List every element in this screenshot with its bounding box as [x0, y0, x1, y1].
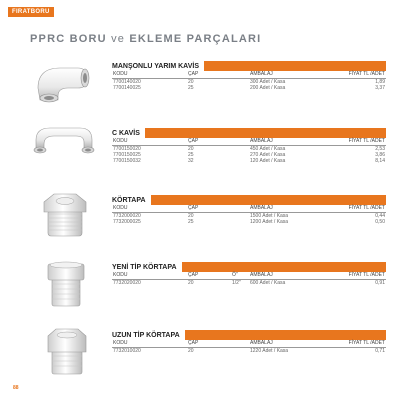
header-cap: ÇAP	[188, 272, 199, 278]
section-title: C KAVİS	[112, 128, 145, 138]
section-uzun-tip-kortapa	[112, 330, 386, 354]
header-ambalaj: AMBALAJ	[250, 272, 273, 278]
header-fiyat: FİYAT TL /ADET	[348, 205, 385, 211]
cell-fiyat: 0,50	[375, 218, 385, 225]
cell-cap: 25	[188, 218, 194, 225]
header-cap: ÇAP	[188, 205, 199, 211]
cell-kod: 7732020020	[113, 279, 141, 286]
cell-ambalaj: 1200 Adet / Kasa	[250, 218, 289, 225]
cell-fiyat: 2,53	[375, 145, 385, 152]
section-title: UZUN TİP KÖRTAPA	[112, 330, 185, 340]
table-header	[112, 71, 386, 79]
kortapa-image	[38, 190, 94, 240]
table-header	[112, 272, 386, 280]
uzun-tip-kortapa-image	[40, 326, 94, 376]
cell-fiyat: 3,37	[375, 84, 385, 91]
page-number: 88	[13, 385, 19, 391]
cell-ambalaj: 120 Adet / Kasa	[250, 157, 286, 164]
table-header	[112, 340, 386, 348]
cell-fiyat: 3,86	[375, 151, 385, 158]
cell-fiyat: 8,14	[375, 157, 385, 164]
cell-kod: 7700140020	[113, 78, 141, 85]
section-header	[112, 195, 386, 205]
table-header	[112, 205, 386, 213]
section-yeni-tip-kortapa	[112, 262, 386, 286]
cell-kod: 7700150025	[113, 151, 141, 158]
brand-logo: FIRATBORU	[8, 7, 54, 17]
section-header	[112, 128, 386, 138]
cell-ambalaj: 300 Adet / Kasa	[250, 78, 286, 85]
c-kavis-image	[30, 120, 100, 164]
cell-cap: 32	[188, 157, 194, 164]
section-kortapa	[112, 195, 386, 225]
cell-kod: 7732000025	[113, 218, 141, 225]
section-title: MANŞONLU YARIM KAVİS	[112, 61, 204, 71]
cell-kod: 7700140025	[113, 84, 141, 91]
cell-cap: 20	[188, 78, 194, 85]
yeni-tip-kortapa-image	[40, 258, 92, 310]
header-kod: KODU	[113, 71, 128, 77]
header-ambalaj: AMBALAJ	[250, 205, 273, 211]
header-fiyat: FİYAT TL /ADET	[348, 272, 385, 278]
cell-ambalaj: 450 Adet / Kasa	[250, 145, 286, 152]
cell-fiyat: 0,44	[375, 212, 385, 219]
table-header	[112, 138, 386, 146]
table-row	[112, 158, 386, 164]
header-fiyat: FİYAT TL /ADET	[348, 138, 385, 144]
cell-ambalaj: 270 Adet / Kasa	[250, 151, 286, 158]
table-row	[112, 348, 386, 354]
cell-ambalaj: 200 Adet / Kasa	[250, 84, 286, 91]
section-mansonlu-yarim-kavis	[112, 61, 386, 91]
header-fiyat: FİYAT TL /ADET	[348, 340, 385, 346]
page-title	[30, 33, 261, 45]
cell-fiyat: 1,89	[375, 78, 385, 85]
header-kod: KODU	[113, 340, 128, 346]
cell-cap: 25	[188, 151, 194, 158]
section-title: KÖRTAPA	[112, 195, 151, 205]
top-bar	[0, 0, 400, 17]
header-ambalaj: AMBALAJ	[250, 340, 273, 346]
cell-fiyat: 0,71	[375, 347, 385, 354]
header-kod: KODU	[113, 138, 128, 144]
cell-cap: 25	[188, 84, 194, 91]
cell-kod: 7700150020	[113, 145, 141, 152]
table-row	[112, 85, 386, 91]
page-title-main: PPRC BORU	[30, 33, 107, 45]
cell-kod: 7700150032	[113, 157, 141, 164]
cell-fiyat: 0,91	[375, 279, 385, 286]
table-row	[112, 219, 386, 225]
section-header	[112, 61, 386, 71]
cell-cap: 20	[188, 347, 194, 354]
mansonlu-yarim-kavis-image	[30, 58, 96, 104]
cell-kod: 7732010020	[113, 347, 141, 354]
header-fiyat: FİYAT TL /ADET	[348, 71, 385, 77]
header-kod: KODU	[113, 205, 128, 211]
header-ambalaj: AMBALAJ	[250, 71, 273, 77]
table-row	[112, 280, 386, 286]
cell-kod: 7732000020	[113, 212, 141, 219]
header-cap: ÇAP	[188, 71, 199, 77]
page-title-ve: ve	[111, 33, 126, 45]
header-cap: ÇAP	[188, 138, 199, 144]
page-title-rest: EKLEME PARÇALARI	[129, 33, 262, 45]
header-ambalaj: AMBALAJ	[250, 138, 273, 144]
cell-cap: 20	[188, 212, 194, 219]
header-kod: KODU	[113, 272, 128, 278]
cell-ambalaj: 600 Adet / Kasa	[250, 279, 286, 286]
cell-cap: 20	[188, 279, 194, 286]
section-header	[112, 262, 386, 272]
section-header	[112, 330, 386, 340]
section-c-kavis	[112, 128, 386, 164]
cell-oz: 1/2"	[232, 279, 241, 286]
section-title: YENİ TİP KÖRTAPA	[112, 262, 182, 272]
header-cap: ÇAP	[188, 340, 199, 346]
cell-cap: 20	[188, 145, 194, 152]
cell-ambalaj: 1500 Adet / Kasa	[250, 212, 289, 219]
header-oz: Ö"	[232, 272, 238, 278]
cell-ambalaj: 1220 Adet / Kasa	[250, 347, 289, 354]
